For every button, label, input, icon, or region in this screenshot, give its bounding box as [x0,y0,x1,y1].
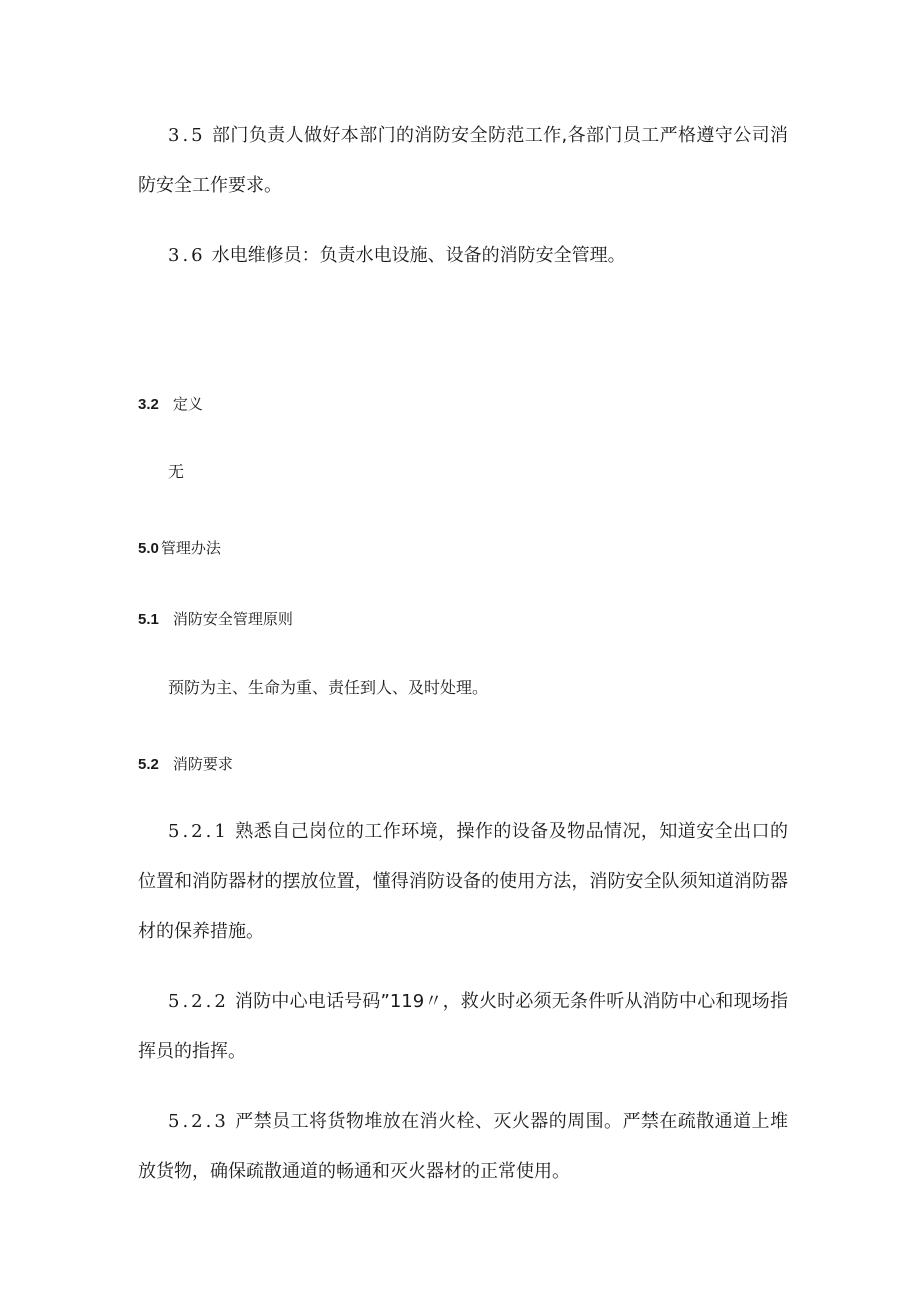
paragraph-3-5 [138,111,788,211]
section-heading-5-2 [138,753,233,776]
paragraph-text: 消防中心电话号码”119〃，救火时必须无条件听从消防中心和现场指挥员的指挥。 [138,991,788,1062]
section-number: 5.1 [138,611,159,628]
section-number: 3.2 [138,396,159,413]
paragraph-text: 水电维修员：负责水电设施、设备的消防安全管理。 [211,245,626,266]
section-title: 管理办法 [160,539,221,557]
paragraph-3-6 [138,231,788,281]
paragraph-number: 3.5 [168,125,206,146]
paragraph-number: 3.6 [168,245,206,266]
paragraph-number: 5.2.3 [168,1111,229,1132]
section-number: 5.0 [138,540,159,557]
paragraph-number: 5.2.2 [168,991,229,1012]
paragraph-text: 熟悉自己岗位的工作环境，操作的设备及物品情况，知道安全出口的位置和消防器材的摆放位置，懂得消防设备的使用方法，消防安全队须知道消防器材的保养措施。 [138,821,788,942]
section-title: 定义 [172,395,203,413]
paragraph-5-2-2 [138,977,788,1077]
section-heading-5-1 [138,608,293,631]
section-heading-3-2 [138,393,203,416]
paragraph-text: 部门负责人做好本部门的消防安全防范工作,各部门员工严格遵守公司消防安全工作要求。 [138,125,788,196]
paragraph-5-2-1 [138,807,788,957]
section-title: 消防安全管理原则 [172,610,293,628]
paragraph-text: 严禁员工将货物堆放在消火栓、灭火器的周围。严禁在疏散通道上堆放货物，确保疏散通道的畅通和灭火器材的正常使用。 [138,1111,788,1182]
section-heading-5-0 [138,537,221,560]
principle-text: 预防为主、生命为重、责任到人、及时处理。 [168,678,489,697]
section-title: 消防要求 [172,755,233,773]
section-number: 5.2 [138,756,159,773]
paragraph-number: 5.2.1 [168,821,229,842]
definition-text: 无 [168,462,185,481]
paragraph-5-2-3 [138,1097,788,1197]
